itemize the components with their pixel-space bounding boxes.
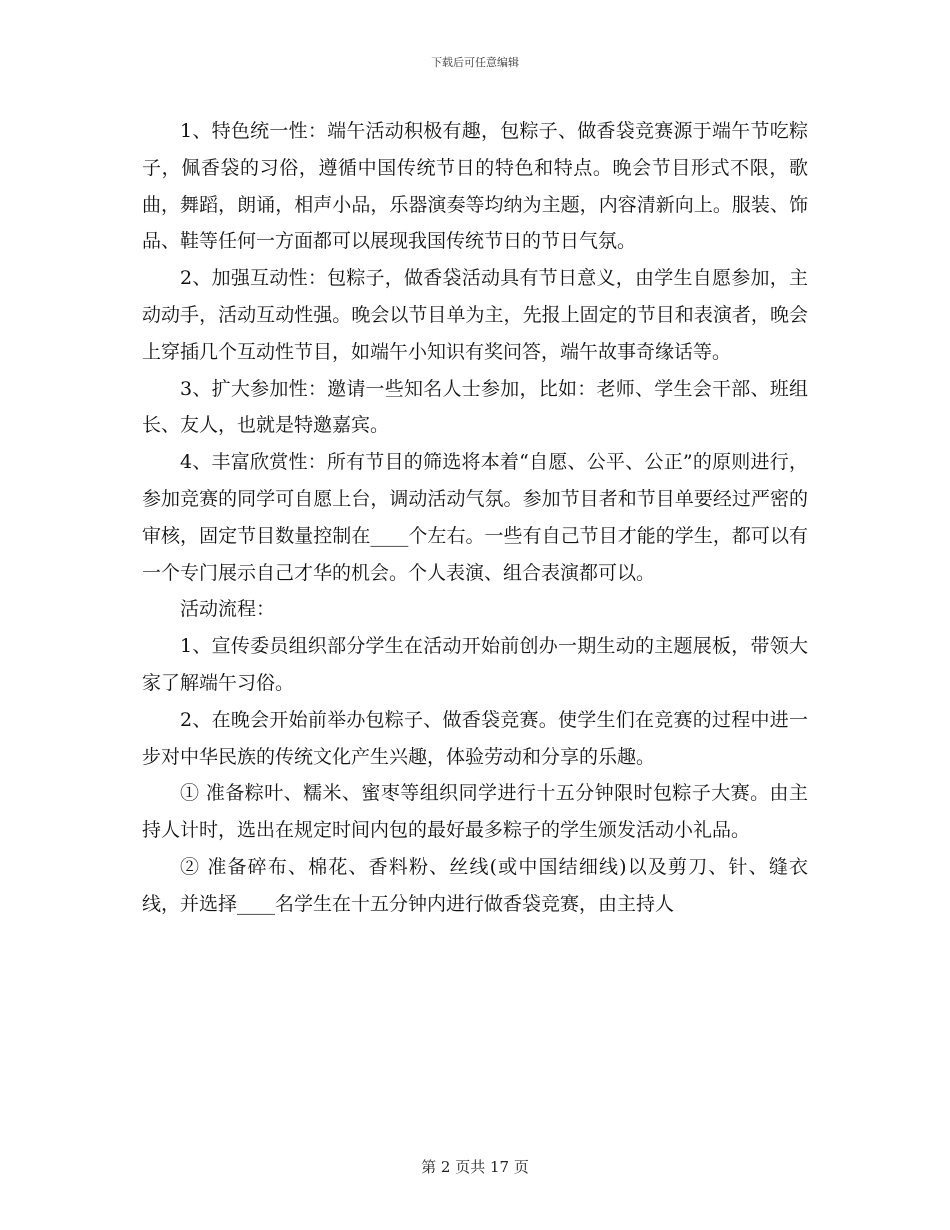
page-number: 第 2 页共 17 页	[421, 1158, 529, 1176]
paragraph: 1、特色统一性：端午活动积极有趣，包粽子、做香袋竞赛源于端午节吃粽子，佩香袋的习俗，遵循中国传统节日的特色和特点。晚会节目形式不限，歌曲，舞蹈，朗诵，相声小品，乐器演奏等均纳为主题，内容清新向上。服装、饰品、鞋等任何一方面都可以展现我国传统节日的节日气氛。	[142, 120, 808, 253]
paragraph: 2、加强互动性：包粽子，做香袋活动具有节日意义，由学生自愿参加，主动动手，活动互动性强。晚会以节目单为主，先报上固定的节目和表演者，晚会上穿插几个互动性节目，如端午小知识有奖问答，端午故事奇缘话等。	[142, 267, 808, 363]
paragraph: 2、在晚会开始前举办包粽子、做香袋竞赛。使学生们在竞赛的过程中进一步对中华民族的传统文化产生兴趣，体验劳动和分享的乐趣。	[142, 708, 808, 768]
paragraph: ② 准备碎布、棉花、香料粉、丝线(或中国结细线)以及剪刀、针、缝衣线，并选择____名学生在十五分钟内进行做香袋竞赛，由主持人	[142, 855, 808, 915]
paragraph: 1、宣传委员组织部分学生在活动开始前创办一期生动的主题展板，带领大家了解端午习俗。	[142, 635, 808, 694]
document-body	[142, 113, 808, 923]
page-header: 下载后可任意编辑	[431, 56, 519, 69]
section-heading: 活动流程：	[180, 598, 276, 621]
paragraph: 3、扩大参加性：邀请一些知名人士参加，比如：老师、学生会干部、班组长、友人，也就是特邀嘉宾。	[142, 377, 808, 437]
paragraph: ① 准备粽叶、糯米、蜜枣等组织同学进行十五分钟限时包粽子大赛。由主持人计时，选出在规定时间内包的最好最多粽子的学生颁发活动小礼品。	[142, 782, 808, 842]
paragraph: 4、丰富欣赏性：所有节目的筛选将本着“自愿、公平、公正”的原则进行，参加竞赛的同学可自愿上台，调动活动气氛。参加节目者和节目单要经过严密的审核，固定节目数量控制在____个左右。一些有自己节目才能的学生，都可以有一个专门展示自己才华的机会。个人表演、组合表演都可以。	[142, 451, 808, 584]
